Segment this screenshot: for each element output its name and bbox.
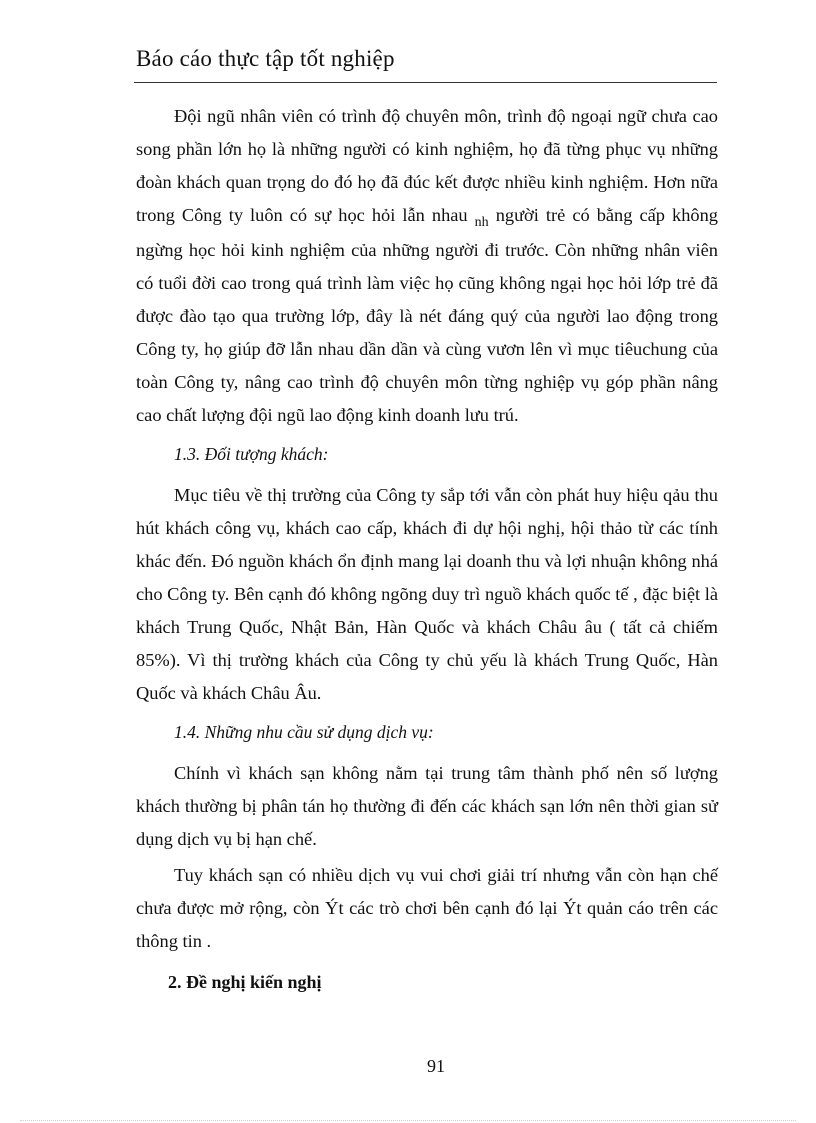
paragraph-staff bbox=[136, 100, 718, 432]
paragraph-service-needs-1: Chính vì khách sạn không nằm tại trung tâm thành phố nên số lượng khách thường bị phân tán họ thường đi đến các khách sạn lớn nên thời gian sử dụng dịch vụ bị hạn chế. bbox=[136, 763, 718, 849]
heading-section-2: 2. Đề nghị kiến nghị bbox=[168, 972, 322, 992]
paragraph-staff-part-1: Đội ngũ nhân viên có trình độ chuyên môn, trình độ ngoại ngữ chưa cao song phần lớn họ là những người có kinh nghiệm, họ đã từng phục vụ những đoàn khách quan trọng do đó họ đã đúc kết được nhiều kinh nghiệm. Hơn nữa trong Công ty luôn có sự học hỏi lẫn nhau bbox=[136, 106, 718, 225]
paragraph-customer-target: Mục tiêu về thị trường của Công ty sắp tới vẫn còn phát huy hiệu qảu thu hút khách công vụ, khách cao cấp, khách đi dự hội nghị, hội thảo từ các tính khác đến. Đó nguồn khách ổn định mang lại doanh thu và lợi nhuận không nhá cho Công ty. Bên cạnh đó không ngõng duy trì nguồ khách quốc tế , đặc biệt là khách Trung Quốc, Nhật Bản, Hàn Quốc và khách Châu âu ( tất cả chiếm 85%). Vì thị trường khách của Công ty chủ yếu là khách Trung Quốc, Hàn Quốc và khách Châu Âu. bbox=[136, 485, 718, 703]
page-number: 91 bbox=[427, 1056, 445, 1076]
header-divider bbox=[134, 82, 717, 83]
heading-section-1-3: 1.3. Đối tượng khách: bbox=[174, 444, 329, 464]
document-body bbox=[136, 100, 718, 999]
page-bottom-edge bbox=[20, 1120, 796, 1121]
heading-section-1-4: 1.4. Những nhu cầu sử dụng dịch vụ: bbox=[174, 722, 434, 742]
paragraph-service-needs-2: Tuy khách sạn có nhiều dịch vụ vui chơi giải trí nhưng vẫn còn hạn chế chưa được mở rộng, còn Ýt các trò chơi bên cạnh đó lại Ýt quản cáo trên các thông tin . bbox=[136, 865, 718, 951]
page-header-title: Báo cáo thực tập tốt nghiệp bbox=[136, 46, 395, 71]
paragraph-staff-part-2: người trẻ có bằng cấp không ngừng học hỏi kinh nghiệm của những người đi trước. Còn những nhân viên có tuổi đời cao trong quá trình làm việc họ cũng không ngại học hỏi lớp trẻ đã được đào tạo qua trường lớp, đây là nét đáng quý của người lao động trong Công ty, họ giúp đỡ lẫn nhau dần dần và cùng vươn lên vì mục tiêuchung của toàn Công ty, nâng cao trình độ chuyên môn từng nghiệp vụ góp phần nâng cao chất lượng đội ngũ lao động kinh doanh lưu trú. bbox=[136, 205, 718, 425]
subscript-fragment: nh bbox=[474, 215, 489, 230]
